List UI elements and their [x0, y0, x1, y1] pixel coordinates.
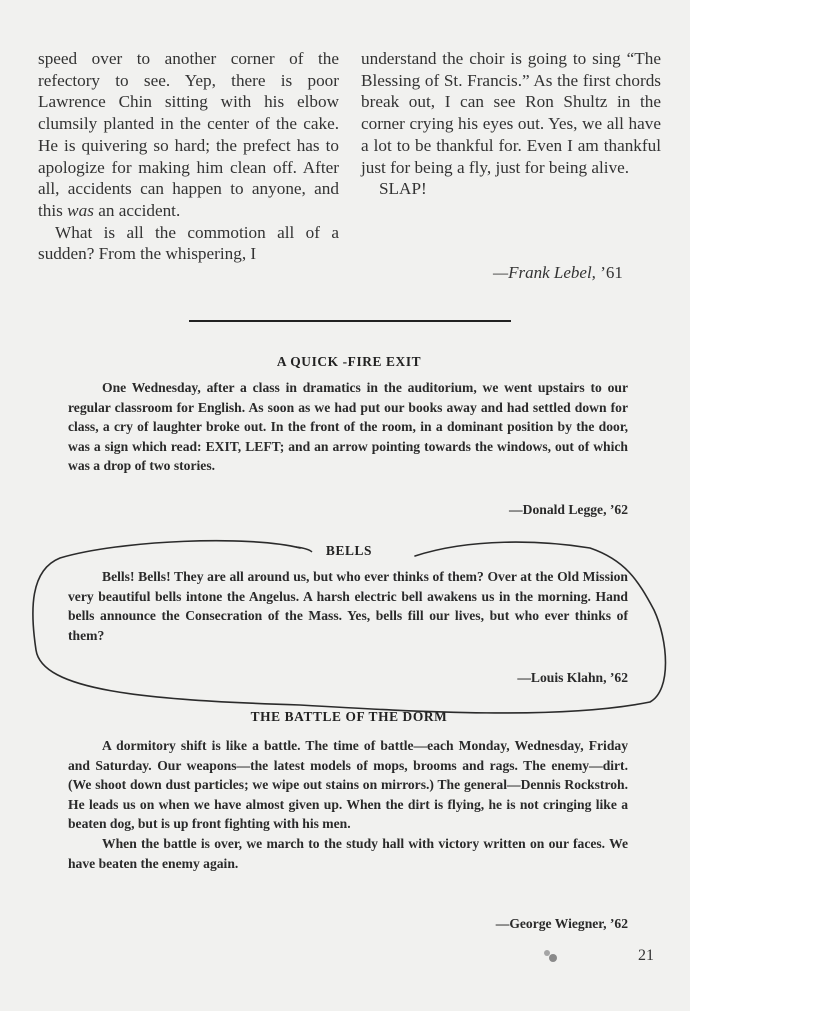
story4-paragraph-1: A dormitory shift is like a battle. The time of battle—each Monday, Wednesday, Friday and Saturday. Our weapons—the latest models of mops, brooms and rags. The enemy—dirt. (We shoot down dust particles; we wipe out stains on mirrors.) The general—Dennis Rockstroh. He leads us on when we have almost given up. When the dirt is flying, he is not cringing like a beaten dog, but is up front fighting with his men. — [68, 738, 628, 832]
story1-author-year: ’61 — [600, 263, 623, 282]
story4-paragraph-2: When the battle is over, we march to the study hall with victory written on our faces. We have beaten the enemy again. — [68, 835, 628, 871]
story1-left-paragraph-1: speed over to another corner of the refectory to see. Yep, there is poor Lawrence Chin sitting with his elbow clumsily planted in the center of the cake. He is quivering so hard; the prefect has to apologize for making him clean off. After all, accidents can happen to anyone, and this — [38, 49, 339, 220]
story2-byline: —Donald Legge, ’62 — [509, 502, 628, 517]
story1-author-name: —Frank Lebel, — [493, 263, 596, 282]
story1-left-paragraph-1-end: an accident. — [98, 200, 181, 220]
story1-slap: SLAP! — [379, 179, 427, 199]
page-number: 21 — [638, 947, 654, 964]
story3-title: BELLS — [325, 543, 373, 558]
ink-smudge — [549, 954, 557, 962]
story2-title: A QUICK -FIRE EXIT — [276, 354, 422, 369]
story1-right-paragraph: understand the choir is going to sing “The Blessing of St. Francis.” As the first chords break out, I can see Ron Shultz in the corner crying his eyes out. Yes, we all have a lot to be thankful for. Even I am thankful just for being a fly, just for being alive. — [361, 49, 661, 177]
story1-emphasis-was: was — [67, 200, 94, 220]
story3-byline: —Louis Klahn, ’62 — [517, 670, 628, 685]
story4-title: THE BATTLE OF THE DORM — [250, 709, 448, 724]
story2-paragraph: One Wednesday, after a class in dramatics in the auditorium, we went upstairs to our regular classroom for English. As soon as we had put our books away and had settled down for class, a cry of laughter broke out. In the front of the room, in a dominant position by the door, was a sign which read: EXIT, LEFT; and an arrow pointing towards the windows, out of which was a drop of two stories. — [68, 380, 628, 474]
story4-byline: —George Wiegner, ’62 — [495, 916, 628, 931]
story3-paragraph: Bells! Bells! They are all around us, but who ever thinks of them? Over at the Old Mission very beautiful bells intone the Angelus. A harsh electric bell awakens us in the morning. Hand bells announce the Consecration of the Mass. Yes, bells fill our lives, but who ever thinks of them? — [68, 569, 628, 643]
story1-left-paragraph-2: What is all the commotion all of a sudden? From the whispering, I — [38, 222, 339, 264]
